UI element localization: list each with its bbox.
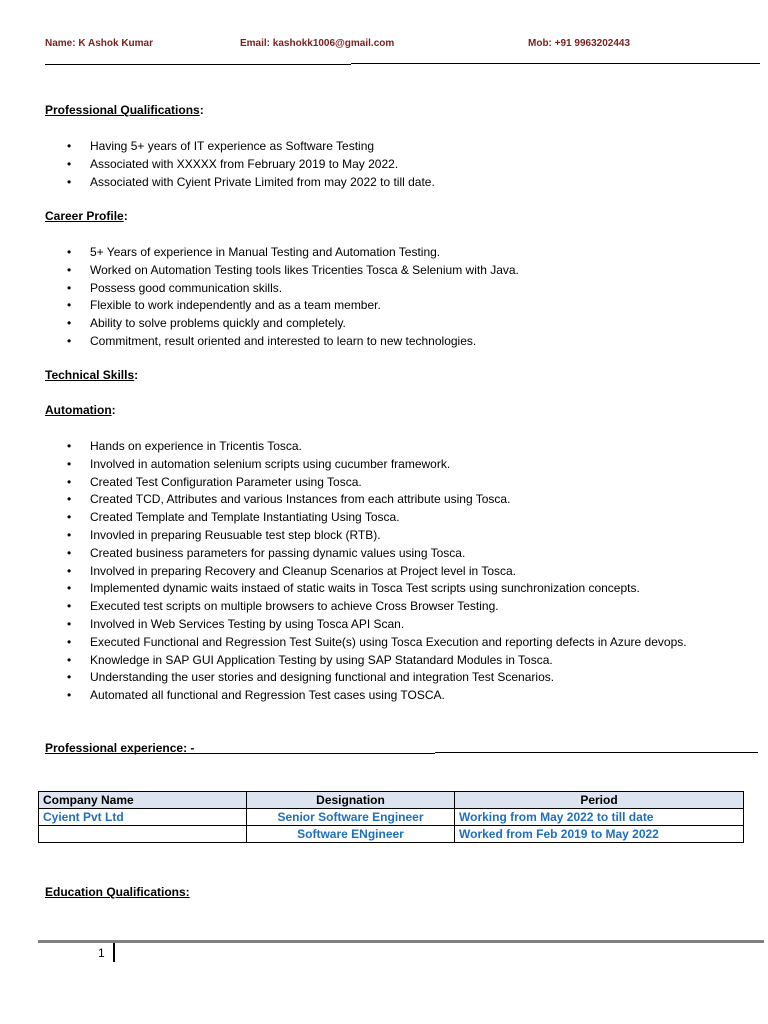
list-item: • Flexible to work independently and as a team member. [45, 297, 519, 315]
company-cell [39, 826, 247, 843]
list-item: • 5+ Years of experience in Manual Testing and Automation Testing. [45, 244, 519, 262]
designation-cell: Senior Software Engineer [247, 809, 455, 826]
resume-header [45, 38, 768, 52]
professional-qualifications-heading: Professional Qualifications: [45, 103, 204, 117]
footer-divider [38, 940, 764, 943]
list-item: • Executed test scripts on multiple browsers to achieve Cross Browser Testing. [45, 598, 687, 616]
candidate-name: Name: K Ashok Kumar [45, 38, 153, 49]
experience-divider-right [435, 752, 758, 753]
list-item: • Involved in automation selenium scripts using cucumber framework. [45, 456, 687, 474]
list-item: • Involved in preparing Recovery and Cleanup Scenarios at Project level in Tosca. [45, 563, 687, 581]
list-item: • Ability to solve problems quickly and completely. [45, 315, 519, 333]
career-profile-heading: Career Profile: [45, 209, 128, 223]
column-header-designation: Designation [247, 792, 455, 809]
designation-cell: Software ENgineer [247, 826, 455, 843]
career-profile-list [45, 244, 519, 351]
list-item: • Associated with XXXXX from February 2019 to May 2022. [45, 156, 435, 174]
professional-qualifications-list [45, 138, 435, 191]
column-header-company: Company Name [39, 792, 247, 809]
list-item: • Having 5+ years of IT experience as Software Testing [45, 138, 435, 156]
period-cell: Worked from Feb 2019 to May 2022 [455, 826, 744, 843]
table-row [39, 809, 744, 826]
list-item: • Commitment, result oriented and interested to learn to new technologies. [45, 333, 519, 351]
automation-heading: Automation: [45, 403, 116, 417]
page-number: 1 [98, 946, 105, 960]
list-item: • Possess good communication skills. [45, 280, 519, 298]
list-item: • Executed Functional and Regression Test Suite(s) using Tosca Execution and reporting defects in Azure devops. [45, 634, 687, 652]
list-item: • Understanding the user stories and designing functional and integration Test Scenarios. [45, 669, 687, 687]
education-qualifications-heading: Education Qualifications: [45, 885, 190, 899]
professional-experience-heading: Professional experience: - [45, 741, 195, 755]
period-cell: Working from May 2022 to till date [455, 809, 744, 826]
list-item: • Created business parameters for passing dynamic values using Tosca. [45, 545, 687, 563]
list-item: • Created Template and Template Instantiating Using Tosca. [45, 509, 687, 527]
list-item: • Invovled in preparing Reusuable test step block (RTB). [45, 527, 687, 545]
header-divider-left [45, 64, 351, 65]
experience-table [38, 791, 744, 843]
list-item: • Worked on Automation Testing tools likes Tricenties Tosca & Selenium with Java. [45, 262, 519, 280]
automation-list [45, 438, 687, 705]
table-header-row [39, 792, 744, 809]
list-item: • Involved in Web Services Testing by using Tosca API Scan. [45, 616, 687, 634]
candidate-email: Email: kashokk1006@gmail.com [240, 38, 395, 49]
candidate-mobile: Mob: +91 9963202443 [528, 38, 631, 49]
list-item: • Knowledge in SAP GUI Application Testing by using SAP Statandard Modules in Tosca. [45, 652, 687, 670]
list-item: • Automated all functional and Regression Test cases using TOSCA. [45, 687, 687, 705]
company-cell: Cyient Pvt Ltd [39, 809, 247, 826]
page-number-bar [113, 943, 115, 962]
experience-divider-left [45, 753, 435, 754]
technical-skills-heading: Technical Skills: [45, 368, 139, 382]
column-header-period: Period [455, 792, 744, 809]
list-item: • Created TCD, Attributes and various Instances from each attribute using Tosca. [45, 491, 687, 509]
table-row [39, 826, 744, 843]
list-item: • Created Test Configuration Parameter using Tosca. [45, 474, 687, 492]
list-item: • Implemented dynamic waits instaed of static waits in Tosca Test scripts using sunchronization concepts. [45, 580, 687, 598]
header-divider-right [351, 63, 760, 64]
list-item: • Associated with Cyient Private Limited from may 2022 to till date. [45, 174, 435, 192]
list-item: • Hands on experience in Tricentis Tosca. [45, 438, 687, 456]
